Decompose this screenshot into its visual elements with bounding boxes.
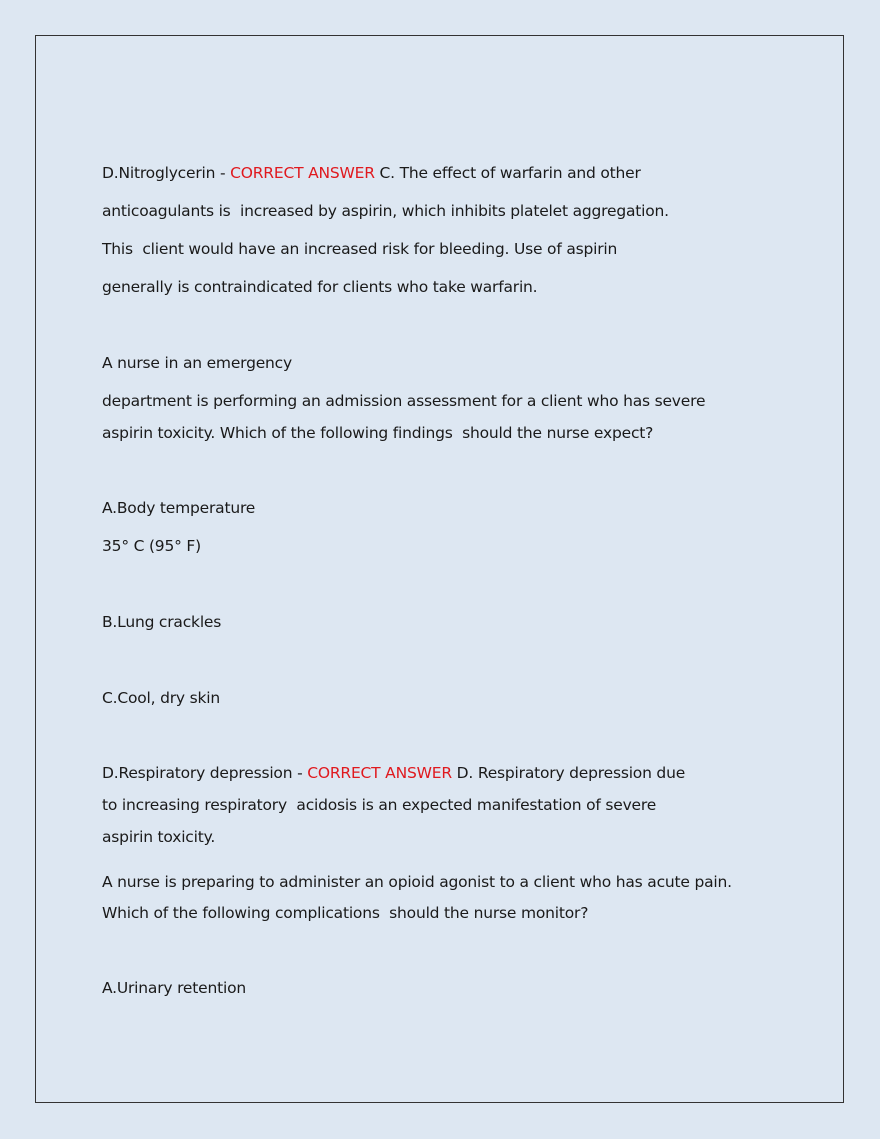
option-a: A.Urinary retention: [102, 979, 246, 997]
text-line: to increasing respiratory acidosis is an expected manifestation of severe: [102, 796, 657, 814]
correct-answer-label: CORRECT ANSWER: [230, 164, 375, 182]
question-line: A nurse in an emergency: [102, 354, 292, 372]
answer-prefix: D.Respiratory depression -: [102, 764, 308, 782]
text-line: This client would have an increased risk for bleeding. Use of aspirin: [102, 240, 618, 258]
question-line: Which of the following complications should the nurse monitor?: [102, 904, 589, 922]
text-line: anticoagulants is increased by aspirin, which inhibits platelet aggregation.: [102, 202, 669, 220]
option-a: A.Body temperature: [102, 499, 256, 517]
option-b: B.Lung crackles: [102, 613, 222, 631]
question-line: department is performing an admission assessment for a client who has severe: [102, 392, 706, 410]
answer-prefix: D.Nitroglycerin -: [102, 164, 231, 182]
page-border: [35, 35, 844, 1103]
text-line: generally is contraindicated for clients who take warfarin.: [102, 278, 538, 296]
question-line: aspirin toxicity. Which of the following findings should the nurse expect?: [102, 424, 654, 442]
text-line: aspirin toxicity.: [102, 828, 216, 846]
option-a-detail: 35° C (95° F): [102, 537, 201, 555]
answer-line: [102, 763, 685, 783]
answer-rationale: C. The effect of warfarin and other: [374, 164, 641, 182]
question-line: A nurse is preparing to administer an opioid agonist to a client who has acute pain.: [102, 873, 732, 891]
answer-line: [102, 163, 641, 183]
answer-rationale: D. Respiratory depression due: [451, 764, 686, 782]
correct-answer-label: CORRECT ANSWER: [307, 764, 452, 782]
option-c: C.Cool, dry skin: [102, 689, 220, 707]
